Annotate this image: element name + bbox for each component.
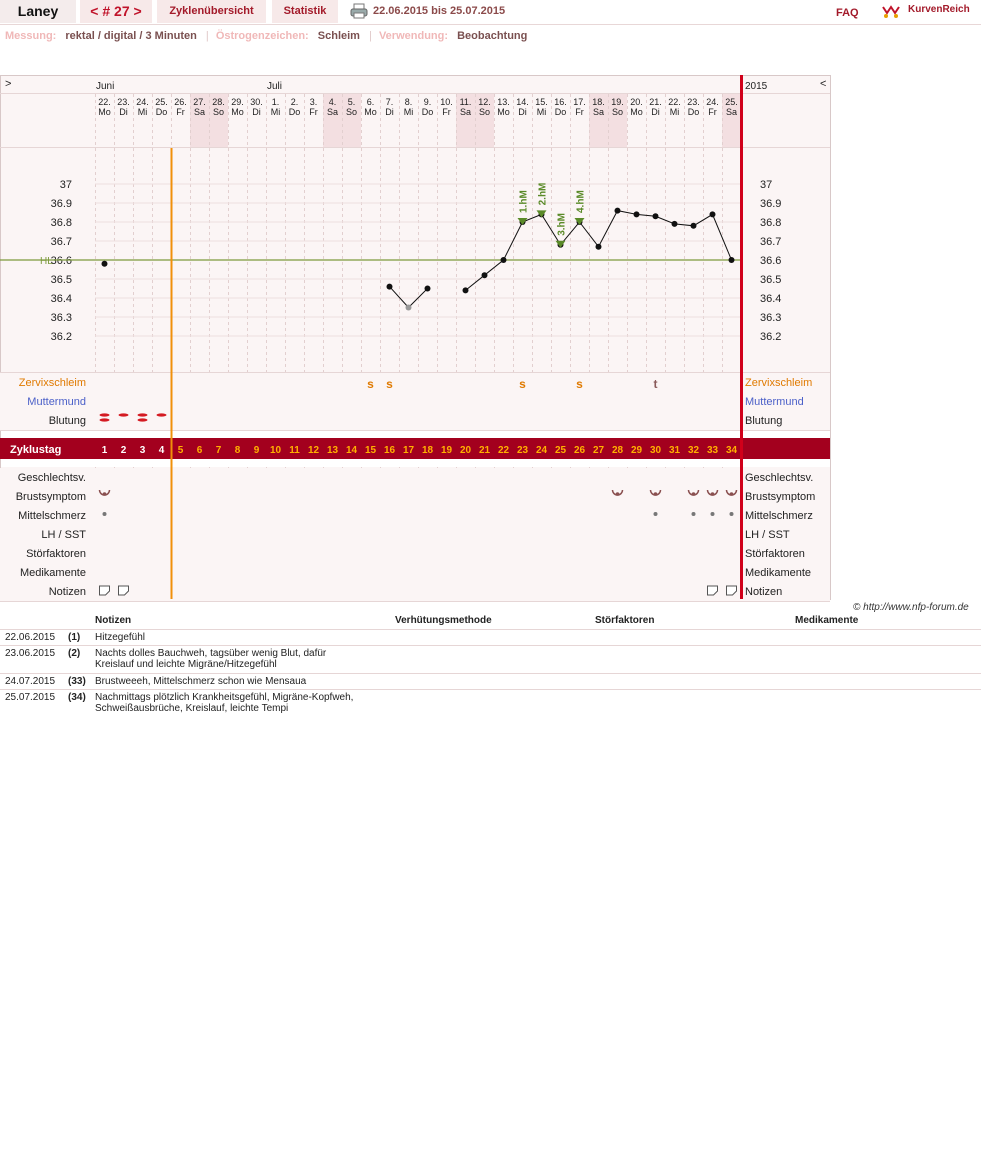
weekday-label: Fr bbox=[442, 107, 451, 117]
month-label: Juni bbox=[96, 81, 115, 92]
row-gap bbox=[1, 431, 830, 438]
notes-row bbox=[0, 645, 981, 674]
weekday-label: So bbox=[345, 107, 358, 117]
temperature-point bbox=[463, 287, 469, 293]
cycle-day-number: 34 bbox=[725, 445, 738, 456]
row-bg bbox=[0, 525, 830, 544]
y-tick-right: 36.4 bbox=[760, 293, 782, 305]
day-label: 12. bbox=[478, 97, 491, 107]
temperature-point bbox=[653, 213, 659, 219]
usage-label: Verwendung: bbox=[378, 30, 449, 42]
weekday-label: So bbox=[611, 107, 624, 117]
weekday-label: Di bbox=[651, 107, 660, 117]
note-text: Nachts dolles Bauchweh, tagsüber wenig Blut, dafür Kreislauf und leichte Migräne/Hitzegefühl bbox=[95, 648, 327, 670]
breast-symptom-icon bbox=[730, 492, 734, 496]
day-label: 18. bbox=[592, 97, 605, 107]
row-label-left: Muttermund bbox=[27, 396, 86, 408]
cycle-day-number: 8 bbox=[234, 445, 241, 456]
cycle-day-number: 2 bbox=[120, 445, 127, 456]
bleeding-mark bbox=[138, 413, 148, 416]
cycle-day-number: 1 bbox=[101, 445, 108, 456]
cycle-day-number: 4 bbox=[158, 445, 165, 456]
cycle-day-number: 31 bbox=[668, 445, 681, 456]
sign-label: Östrogenzeichen: bbox=[215, 30, 309, 42]
row-bg bbox=[0, 563, 830, 582]
day-label: 22. bbox=[668, 97, 681, 107]
note-date: 24.07.2015 bbox=[5, 676, 56, 687]
breast-symptom-icon bbox=[711, 492, 715, 496]
day-label: 11. bbox=[459, 97, 472, 107]
cycle-day-number: 20 bbox=[459, 445, 472, 456]
notes-row bbox=[0, 629, 981, 646]
day-label: 20. bbox=[630, 97, 643, 107]
cycle-day-number: 32 bbox=[687, 445, 700, 456]
y-tick-right: 36.3 bbox=[760, 312, 782, 324]
weekday-label: Do bbox=[687, 107, 700, 117]
weekday-label: Do bbox=[155, 107, 168, 117]
row-bg bbox=[0, 487, 830, 506]
y-tick-right: 36.8 bbox=[760, 217, 782, 229]
cycle-day-number: 30 bbox=[649, 445, 662, 456]
y-tick-right: 37 bbox=[760, 179, 773, 191]
cycle-day-number: 12 bbox=[307, 445, 320, 456]
settings-line: Messung: rektal / digital / 3 Minuten | Östrogenzeichen: Schleim | Verwendung: Beobachtung bbox=[5, 30, 528, 42]
row-gap bbox=[1, 459, 830, 467]
y-tick-right: 36.2 bbox=[760, 331, 782, 343]
weekday-label: Fr bbox=[309, 107, 318, 117]
weekday-label: Fr bbox=[708, 107, 717, 117]
weekday-label: Sa bbox=[326, 107, 339, 117]
row-label-left: Medikamente bbox=[19, 567, 86, 579]
day-label: 13. bbox=[497, 97, 510, 107]
y-tick-left: 36.7 bbox=[50, 236, 72, 248]
weekday-label: Mi bbox=[137, 107, 148, 117]
cycle-day-number: 29 bbox=[630, 445, 643, 456]
day-label: 25. bbox=[155, 97, 168, 107]
temperature-point bbox=[596, 244, 602, 250]
note-cycle-day: (1) bbox=[68, 632, 81, 643]
cycle-day-number: 28 bbox=[611, 445, 624, 456]
temperature-point bbox=[615, 208, 621, 214]
y-tick-right: 36.6 bbox=[760, 255, 782, 267]
row-label-left: Zervixschleim bbox=[18, 377, 86, 389]
day-label: 17. bbox=[573, 97, 586, 107]
day-label: 7. bbox=[385, 97, 394, 107]
cycle-day-number: 27 bbox=[592, 445, 605, 456]
day-label: 24. bbox=[136, 97, 149, 107]
cycle-day-number: 16 bbox=[383, 445, 396, 456]
notes-row bbox=[0, 673, 981, 690]
cycle-day-label: Zyklustag bbox=[10, 444, 62, 456]
y-tick-left: 37 bbox=[59, 179, 72, 191]
weekday-label: Sa bbox=[193, 107, 206, 117]
cycle-day-number: 26 bbox=[573, 445, 586, 456]
weekday-label: Sa bbox=[592, 107, 605, 117]
row-label-left: Brustsymptom bbox=[15, 491, 86, 503]
sign-value: Schleim bbox=[317, 30, 360, 42]
temperature-point bbox=[710, 211, 716, 217]
mittelschmerz-dot bbox=[730, 512, 734, 516]
row-label-right: Zervixschleim bbox=[745, 377, 813, 389]
note-cycle-day: (33) bbox=[68, 676, 86, 687]
day-label: 2. bbox=[290, 97, 299, 107]
mittelschmerz-dot bbox=[654, 512, 658, 516]
user-name: Laney bbox=[0, 0, 76, 23]
y-tick-left: 36.2 bbox=[50, 331, 72, 343]
copyright: © http://www.nfp-forum.de bbox=[853, 602, 969, 613]
nav-next: < bbox=[820, 78, 827, 90]
y-tick-left: 36.6 bbox=[50, 255, 72, 267]
row-label-right: Muttermund bbox=[745, 396, 804, 408]
day-label: 27. bbox=[193, 97, 206, 107]
mittelschmerz-dot bbox=[692, 512, 696, 516]
day-label: 8. bbox=[404, 97, 413, 107]
weekday-label: Sa bbox=[725, 107, 738, 117]
temperature-point bbox=[387, 284, 393, 290]
cycle-day-number: 5 bbox=[177, 445, 184, 456]
row-bg bbox=[0, 506, 830, 525]
cycle-day-number: 6 bbox=[196, 445, 203, 456]
row-bg bbox=[0, 373, 830, 392]
temperature-point bbox=[729, 257, 735, 263]
note-date: 22.06.2015 bbox=[5, 632, 56, 643]
temperature-point bbox=[425, 286, 431, 292]
cycle-day-number: 15 bbox=[364, 445, 377, 456]
note-date: 23.06.2015 bbox=[5, 648, 56, 659]
weekday-label: Fr bbox=[176, 107, 185, 117]
cycle-day-number: 24 bbox=[535, 445, 548, 456]
note-cycle-day: (34) bbox=[68, 692, 86, 703]
notes-col-method: Verhütungsmethode bbox=[395, 615, 492, 626]
weekday-label: Mi bbox=[536, 107, 547, 117]
y-tick-left: 36.5 bbox=[50, 274, 72, 286]
note-date: 25.07.2015 bbox=[5, 692, 56, 703]
temperature-point bbox=[102, 261, 108, 267]
temperature-point bbox=[406, 305, 412, 311]
temperature-point bbox=[501, 257, 507, 263]
notes-row bbox=[0, 689, 981, 730]
breast-symptom-icon bbox=[616, 492, 620, 496]
weekday-label: Do bbox=[288, 107, 301, 117]
bleeding-mark bbox=[100, 413, 110, 416]
note-cycle-day: (2) bbox=[68, 648, 81, 659]
temperature-point bbox=[691, 223, 697, 229]
hl-label: HL bbox=[40, 256, 53, 267]
weekday-label: Mo bbox=[364, 107, 377, 117]
cycle-chart bbox=[0, 75, 832, 603]
weekday-label: So bbox=[478, 107, 491, 117]
cycle-day-number: 9 bbox=[253, 445, 260, 456]
cycle-day-number: 25 bbox=[554, 445, 567, 456]
higher-measurement-label: 4.hM bbox=[575, 190, 587, 213]
higher-measurement-label: 1.hM bbox=[518, 190, 530, 213]
month-label: Juli bbox=[267, 81, 283, 92]
temperature-point bbox=[672, 221, 678, 227]
note-text: Nachmittags plötzlich Krankheitsgefühl, Migräne-Kopfweh, Schweißausbrüche, Kreislauf, leichte Tempi bbox=[95, 692, 354, 714]
cycle-day-number: 19 bbox=[440, 445, 453, 456]
row-label-left: Geschlechtsv. bbox=[17, 472, 86, 484]
weekday-label: Sa bbox=[459, 107, 472, 117]
weekday-label: So bbox=[212, 107, 225, 117]
y-tick-right: 36.7 bbox=[760, 236, 782, 248]
bleeding-mark bbox=[157, 413, 167, 416]
day-label: 30. bbox=[250, 97, 263, 107]
temperature-point bbox=[482, 272, 488, 278]
row-label-left: Störfaktoren bbox=[26, 548, 86, 560]
weekday-label: Mo bbox=[231, 107, 244, 117]
breast-symptom-icon bbox=[692, 492, 696, 496]
measurement-value: rektal / digital / 3 Minuten bbox=[65, 30, 197, 42]
mittelschmerz-dot bbox=[103, 512, 107, 516]
mittelschmerz-dot bbox=[711, 512, 715, 516]
temperature-point bbox=[634, 211, 640, 217]
day-label: 26. bbox=[174, 97, 187, 107]
day-label: 6. bbox=[366, 97, 375, 107]
weekday-label: Do bbox=[554, 107, 567, 117]
day-label: 5. bbox=[347, 97, 356, 107]
day-label: 15. bbox=[535, 97, 548, 107]
row-label-left: Blutung bbox=[48, 415, 86, 427]
row-label-left: Notizen bbox=[48, 586, 86, 598]
day-label: 16. bbox=[554, 97, 567, 107]
day-label: 3. bbox=[309, 97, 318, 107]
nav-prev: > bbox=[5, 78, 12, 90]
cervix-symbol: s bbox=[367, 377, 374, 391]
cycle-day-number: 7 bbox=[215, 445, 222, 456]
day-label: 28. bbox=[212, 97, 225, 107]
top-bar bbox=[0, 0, 981, 25]
higher-measurement-label: 3.hM bbox=[556, 213, 568, 236]
row-label-right: Notizen bbox=[745, 586, 783, 598]
day-label: 25. bbox=[725, 97, 738, 107]
note-text: Hitzegefühl bbox=[95, 632, 146, 643]
day-label: 24. bbox=[706, 97, 719, 107]
cycle-day-number: 33 bbox=[706, 445, 719, 456]
row-label-left: LH / SST bbox=[41, 529, 86, 541]
cycle-day-number: 22 bbox=[497, 445, 510, 456]
weekday-label: Do bbox=[421, 107, 434, 117]
row-bg bbox=[0, 468, 830, 487]
weekday-label: Mo bbox=[497, 107, 510, 117]
y-tick-left: 36.4 bbox=[50, 293, 72, 305]
day-label: 19. bbox=[611, 97, 624, 107]
day-label: 4. bbox=[328, 97, 337, 107]
day-label: 1. bbox=[271, 97, 280, 107]
measurement-label: Messung: bbox=[5, 30, 57, 42]
row-label-right: LH / SST bbox=[745, 529, 790, 541]
usage-value: Beobachtung bbox=[457, 30, 528, 42]
y-tick-left: 36.3 bbox=[50, 312, 72, 324]
date-range: 22.06.2015 bis 25.07.2015 bbox=[373, 5, 506, 17]
notes-col-medication: Medikamente bbox=[795, 615, 859, 626]
y-tick-right: 36.5 bbox=[760, 274, 782, 286]
printer-icon[interactable] bbox=[350, 3, 368, 19]
weekday-label: Fr bbox=[575, 107, 584, 117]
logo-text: KurvenReich bbox=[908, 4, 970, 15]
year-label: 2015 bbox=[745, 81, 768, 92]
day-label: 9. bbox=[423, 97, 432, 107]
cervix-symbol: s bbox=[386, 377, 393, 391]
day-label: 14. bbox=[516, 97, 529, 107]
faq-link[interactable]: FAQ bbox=[836, 7, 859, 19]
day-label: 21. bbox=[649, 97, 662, 107]
notes-col-notes: Notizen bbox=[95, 615, 132, 626]
cycle-nav[interactable]: < # 27 > bbox=[80, 0, 152, 23]
notes-col-disturbance: Störfaktoren bbox=[595, 615, 655, 626]
cycle-day-number: 23 bbox=[516, 445, 529, 456]
cycle-day-number: 3 bbox=[139, 445, 146, 456]
y-tick-left: 36.9 bbox=[50, 198, 72, 210]
cycle-day-number: 14 bbox=[345, 445, 358, 456]
row-bg bbox=[0, 392, 830, 411]
day-label: 10. bbox=[440, 97, 453, 107]
weekday-label: Mo bbox=[630, 107, 643, 117]
cervix-symbol: s bbox=[576, 377, 583, 391]
bleeding-mark bbox=[138, 418, 148, 421]
cycle-day-number: 11 bbox=[289, 445, 300, 456]
row-label-right: Blutung bbox=[745, 415, 783, 427]
day-label: 29. bbox=[231, 97, 244, 107]
breast-symptom-icon bbox=[654, 492, 658, 496]
day-label: 22. bbox=[98, 97, 111, 107]
weekday-label: Di bbox=[252, 107, 261, 117]
day-label: 23. bbox=[117, 97, 130, 107]
weekday-label: Mi bbox=[669, 107, 680, 117]
cervix-symbol: s bbox=[519, 377, 526, 391]
row-label-right: Geschlechtsv. bbox=[745, 472, 814, 484]
cervix-symbol: t bbox=[653, 377, 658, 391]
cycle-day-number: 21 bbox=[478, 445, 491, 456]
cycle-day-number: 10 bbox=[269, 445, 282, 456]
row-label-right: Brustsymptom bbox=[745, 491, 816, 503]
y-tick-right: 36.9 bbox=[760, 198, 782, 210]
y-tick-left: 36.8 bbox=[50, 217, 72, 229]
weekday-label: Mi bbox=[403, 107, 414, 117]
cycle-day-number: 17 bbox=[402, 445, 415, 456]
row-label-right: Störfaktoren bbox=[745, 548, 805, 560]
day-label: 23. bbox=[687, 97, 700, 107]
tab-cycle-overview[interactable]: Zyklenübersicht bbox=[157, 0, 266, 23]
row-label-right: Mittelschmerz bbox=[745, 510, 813, 522]
cycle-day-number: 18 bbox=[421, 445, 434, 456]
weekday-label: Mo bbox=[98, 107, 111, 117]
row-label-left: Mittelschmerz bbox=[18, 510, 86, 522]
weekday-label: Di bbox=[518, 107, 527, 117]
bleeding-mark bbox=[119, 413, 129, 416]
note-text: Brustweeeh, Mittelschmerz schon wie Mensaua bbox=[95, 676, 307, 687]
weekday-label: Di bbox=[119, 107, 128, 117]
row-label-right: Medikamente bbox=[745, 567, 812, 579]
higher-measurement-label: 2.hM bbox=[537, 182, 549, 206]
cycle-day-number: 13 bbox=[326, 445, 339, 456]
breast-symptom-icon bbox=[103, 492, 107, 496]
tab-statistics[interactable]: Statistik bbox=[272, 0, 338, 23]
row-bg bbox=[0, 544, 830, 563]
bleeding-mark bbox=[100, 418, 110, 421]
weekday-label: Di bbox=[385, 107, 394, 117]
weekday-label: Mi bbox=[270, 107, 281, 117]
